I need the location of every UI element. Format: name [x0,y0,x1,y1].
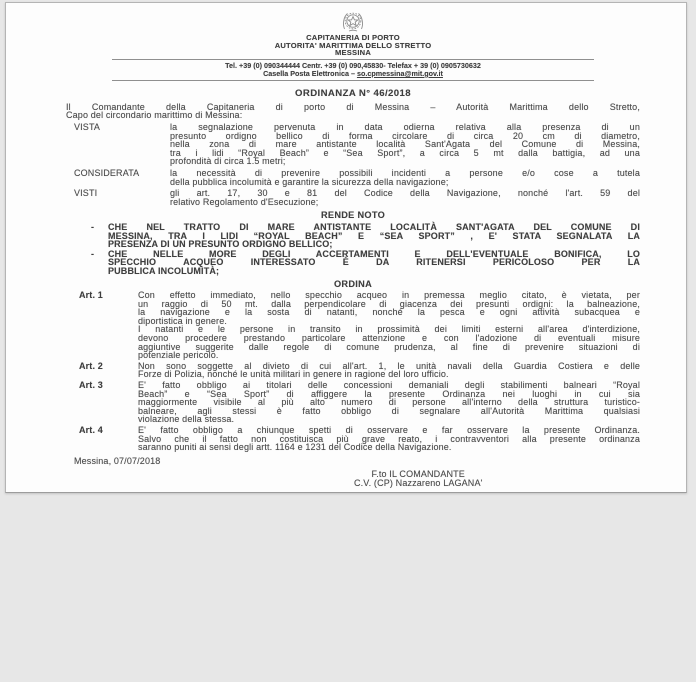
article-label: Art. 4 [79,424,103,435]
article-text [138,291,640,360]
article-label: Art. 2 [79,360,103,371]
signature-role: F.to IL COMANDANTE [371,469,465,480]
clause-label: VISTA [74,121,101,132]
article-4 [66,426,640,452]
clause-text: gli art. 17, 30 e 81 del Codice della Navigazione, nonché l'art. 59 del relativo Regolamento d'Esecuzione; [170,188,640,207]
clause-label: VISTI [74,188,98,199]
article-text [138,381,640,424]
article-paragraph: Non sono soggette al divieto di cui all'art. 1, le unità navali della Guardia Costiera e delle Forze di Polizia, nonché le unità militari in genere in ragione del loro ufficio. [138,360,640,380]
list-item-text: CHE NEL TRATTO DI MARE ANTISTANTE LOCALITÀ SANT'AGATA DEL COMUNE DI MESSINA, TRA I LIDI “ROYAL BEACH” E “SEA SPORT” , E' STATA SEGNALATA LA PRESENZA DI UN PRESUNTO ORDIGNO BELLICO; [108,221,640,250]
article-text [138,426,640,452]
contact-phone-line: Tel. +39 (0) 090344444 Centr. +39 (0) 090,45830- Telefax + 39 (0) 0905730632 [225,60,481,70]
place-and-date: Messina, 07/07/2018 [74,455,161,466]
dash-bullet: - [91,248,95,259]
ordinance-document [66,11,640,487]
article-label: Art. 3 [79,380,103,390]
document-page [5,2,687,493]
ordina-heading: ORDINA [333,279,373,290]
article-2 [66,362,640,379]
contact-email-line [66,70,640,78]
ordinance-title: ORDINANZA N° 46/2018 [295,87,411,99]
header-divider-top [112,59,594,60]
clause-label: CONSIDERATA [74,167,140,178]
article-paragraph: E' fatto obbligo a chiunque spetti di osservare e far osservare la presente Ordinanza. Salvo che il fatto non costituisca più grave reato, i contravventori alla presente ordinanza saranno puniti ai sensi degli artt. 1164 e 1231 del Codice della Navigazione. [138,424,640,453]
article-label: Art. 1 [79,290,103,301]
org-name-line2: AUTORITA' MARITTIMA DELLO STRETTO [274,40,432,50]
clause-text: la segnalazione pervenuta in data odierna relativa alla presenza di un presunto ordigno bellico di forma circolare di circa 20 cm di diametro, nella zona di mare antistante località Sant'Agata del Comune di Messina, tra i lidi “Royal Beach” e “Sea Sport”, a circa 5 mt dalla battigia, ad una profondità di circa 1.5 metri; [170,121,640,167]
article-1 [66,291,640,360]
republic-emblem-icon [340,11,366,33]
signature-name: C.V. (CP) Nazzareno LAGANA' [354,477,483,488]
article-paragraph: E' fatto obbligo ai titolari delle concessioni demaniali degli stabilimenti balneari “Royal Beach” e “Sea Sport” di affiggere la presente Ordinanza nei luoghi in cui sia maggiormente visibile al più alto numero di persone all'interno della struttura turistico- balneare, agli stessi è fatto obbligo di segnalare all'Autorità Marittima qualsiasi violazione della stessa. [138,380,640,425]
email-address: so.cpmessina@mit.gov.it [356,68,443,78]
org-name-line3: MESSINA [335,48,371,58]
clause-visti [66,189,640,206]
list-item [66,223,640,249]
article-3 [66,381,640,424]
header-divider-bottom [112,80,594,81]
list-item-text: CHE NELLE MORE DEGLI ACCERTAMENTI E DELL'EVENTUALE BONIFICA, LO SPECCHIO ACQUEO INTERESSATO È DA RITENERSI PERICOLOSO PER LA PUBBLICA INCOLUMITÀ; [108,248,640,276]
email-label: Casella Posta Elettronica – [263,68,357,78]
clause-considerata [66,169,640,186]
rende-noto-heading: RENDE NOTO [320,210,386,221]
signature-block [354,470,482,487]
rende-noto-list [66,223,640,276]
preamble-intro: Il Comandante della Capitaneria di porto di Messina – Autorità Marittima dello Stretto, Capo del circondario marittimo di Messina: [66,101,640,121]
article-paragraph: I natanti e le persone in transito in prossimità dei limiti esterni all'area d'interdizione, devono procedere prestando particolare attenzione e con l'adozione di eventuali misure aggiuntive suggerite dalle regole di comune prudenza, al fine di prevenire situazioni di potenziale pericolo. [138,324,640,361]
list-item [66,250,640,276]
clause-text: la necessità di prevenire possibili incidenti a persone e/o cose a tutela della pubblica incolumità e garantire la sicurezza della navigazione; [170,167,640,187]
dash-bullet: - [91,221,95,232]
clause-vista [66,123,640,166]
document-body [66,103,640,487]
article-paragraph: Con effetto immediato, nello specchio acqueo in premessa meglio citato, è vietata, per un raggio di 50 mt. dalla perpendicolare di giacenza dei presunti ordigni: la balneazione, la navigazione e la sosta di natanti, nonché la pesca e ogni attività subacquea e diportistica in genere. [138,290,640,326]
article-text [138,362,640,379]
org-name-line1: CAPITANERIA DI PORTO [306,33,400,42]
